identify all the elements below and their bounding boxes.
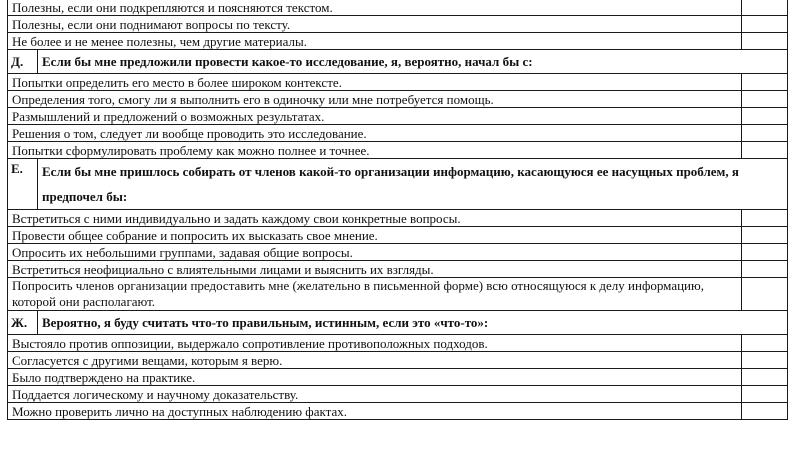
option-row — [8, 244, 788, 261]
answer-cell[interactable] — [742, 74, 788, 91]
answer-cell[interactable] — [742, 91, 788, 108]
option-text: Поддается логическому и научному доказательству. — [8, 386, 742, 403]
option-row — [8, 33, 788, 50]
question-letter: Д. — [8, 50, 38, 74]
option-text: Согласуется с другими вещами, которым я верю. — [8, 352, 742, 369]
answer-cell[interactable] — [742, 125, 788, 142]
answer-cell[interactable] — [742, 335, 788, 352]
answer-cell[interactable] — [742, 142, 788, 159]
option-row — [8, 386, 788, 403]
option-text: Выстояло против оппозиции, выдержало сопротивление противоположных подходов. — [8, 335, 742, 352]
option-row — [8, 74, 788, 91]
answer-cell[interactable] — [742, 227, 788, 244]
question-row — [8, 50, 788, 74]
option-row — [8, 91, 788, 108]
option-row — [8, 0, 788, 16]
answer-cell[interactable] — [742, 386, 788, 403]
option-text: Встретиться с ними индивидуально и задать каждому свои конкретные вопросы. — [8, 210, 742, 227]
answer-cell[interactable] — [742, 33, 788, 50]
answer-cell[interactable] — [742, 0, 788, 16]
question-letter: Ж. — [8, 311, 38, 335]
option-text: Попытки определить его место в более широком контексте. — [8, 74, 742, 91]
option-row — [8, 403, 788, 420]
option-text: Определения того, смогу ли я выполнить его в одиночку или мне потребуется помощь. — [8, 91, 742, 108]
answer-cell[interactable] — [742, 210, 788, 227]
option-row — [8, 369, 788, 386]
option-row — [8, 125, 788, 142]
option-text: Опросить их небольшими группами, задавая общие вопросы. — [8, 244, 742, 261]
option-row — [8, 278, 788, 311]
question-text: Если бы мне предложили провести какое-то исследование, я, вероятно, начал бы с: — [38, 50, 788, 74]
option-text: Полезны, если они подкрепляются и поясняются текстом. — [8, 0, 742, 16]
option-row — [8, 227, 788, 244]
questionnaire-table — [7, 0, 788, 420]
option-text: Было подтверждено на практике. — [8, 369, 742, 386]
option-text: Решения о том, следует ли вообще проводить это исследование. — [8, 125, 742, 142]
answer-cell[interactable] — [742, 244, 788, 261]
option-row — [8, 210, 788, 227]
question-row — [8, 311, 788, 335]
answer-cell[interactable] — [742, 261, 788, 278]
answer-cell[interactable] — [742, 278, 788, 311]
question-text: Если бы мне пришлось собирать от членов какой-то организации информацию, касающуюся ее насущных проблем, я предпочел бы: — [38, 159, 788, 210]
question-letter: Е. — [8, 159, 38, 210]
option-text: Полезны, если они поднимают вопросы по тексту. — [8, 16, 742, 33]
option-row — [8, 16, 788, 33]
option-text: Встретиться неофициально с влиятельными лицами и выяснить их взгляды. — [8, 261, 742, 278]
option-row — [8, 142, 788, 159]
option-row — [8, 352, 788, 369]
option-text: Можно проверить лично на доступных наблюдению фактах. — [8, 403, 742, 420]
option-text: Размышлений и предложений о возможных результатах. — [8, 108, 742, 125]
answer-cell[interactable] — [742, 403, 788, 420]
option-row — [8, 335, 788, 352]
option-text: Не более и не менее полезны, чем другие материалы. — [8, 33, 742, 50]
option-row — [8, 108, 788, 125]
option-text: Попытки сформулировать проблему как можно полнее и точнее. — [8, 142, 742, 159]
question-row — [8, 159, 788, 210]
option-text: Попросить членов организации предоставить мне (желательно в письменной форме) всю относящуюся к делу информацию, которой они располагают. — [8, 278, 742, 311]
answer-cell[interactable] — [742, 108, 788, 125]
answer-cell[interactable] — [742, 369, 788, 386]
answer-cell[interactable] — [742, 352, 788, 369]
option-text: Провести общее собрание и попросить их высказать свое мнение. — [8, 227, 742, 244]
option-row — [8, 261, 788, 278]
question-text: Вероятно, я буду считать что-то правильным, истинным, если это «что-то»: — [38, 311, 788, 335]
answer-cell[interactable] — [742, 16, 788, 33]
